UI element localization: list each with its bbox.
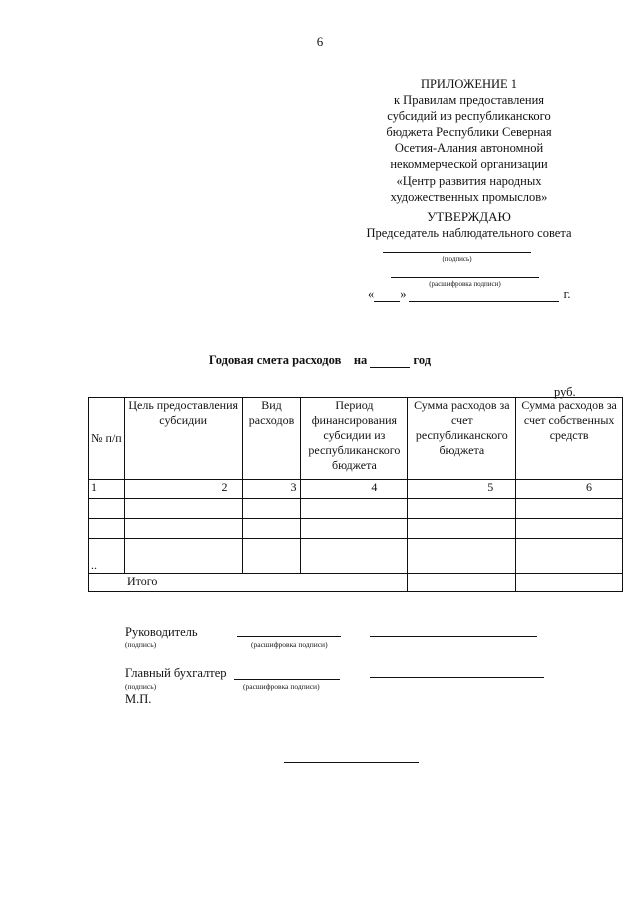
appendix-line: «Центр развития народных — [396, 173, 542, 188]
col-number: 1 — [89, 480, 125, 499]
appendix-line: субсидий из республиканского — [387, 109, 551, 124]
table-row[interactable] — [89, 539, 623, 574]
table-cell[interactable] — [408, 539, 516, 574]
table-cell[interactable] — [242, 519, 301, 539]
estimate-table — [88, 397, 623, 592]
approval-transcript-caption: (расшифровка подписи) — [429, 280, 501, 288]
appendix-line: художественных промыслов» — [390, 189, 548, 204]
approval-transcript-line[interactable] — [391, 277, 539, 278]
total-own-cell[interactable] — [516, 574, 623, 592]
approval-date — [368, 287, 570, 302]
title-suffix: год — [413, 353, 432, 367]
title-year-field[interactable] — [370, 355, 410, 368]
accountant-transcript-caption: (расшифровка подписи) — [243, 682, 320, 691]
table-cell[interactable] — [89, 499, 125, 519]
col-header-republic-budget: Сумма расходов за счет республиканского бюджета — [408, 398, 516, 480]
table-cell[interactable] — [516, 519, 623, 539]
col-header-number: № п/п — [89, 398, 125, 480]
title-text: Годовая смета расходов на — [208, 353, 368, 367]
date-day-field[interactable] — [374, 289, 400, 302]
currency-label: руб. — [554, 385, 576, 399]
total-label: Итого — [89, 574, 408, 592]
head-signature-line[interactable] — [237, 636, 341, 637]
approval-signature-line[interactable] — [383, 252, 531, 253]
table-cell[interactable] — [301, 499, 408, 519]
table-cell[interactable] — [516, 539, 623, 574]
table-cell[interactable] — [124, 519, 242, 539]
table-cell[interactable] — [408, 519, 516, 539]
appendix-line: к Правилам предоставления — [393, 93, 545, 108]
col-header-own-funds: Сумма расходов за счет собственных средств — [516, 398, 623, 480]
col-number: 4 — [301, 480, 408, 499]
total-row — [89, 574, 623, 592]
table-row[interactable] — [89, 499, 623, 519]
table-cell[interactable] — [124, 499, 242, 519]
col-number: 3 — [242, 480, 301, 499]
appendix-line: некоммерческой организации — [390, 157, 548, 172]
date-month-field[interactable] — [409, 289, 559, 302]
head-sign-caption: (подпись) — [125, 640, 157, 649]
table-cell[interactable] — [89, 519, 125, 539]
table-row — [89, 480, 623, 499]
date-close-quote: » — [400, 287, 407, 301]
table-cell[interactable] — [242, 539, 301, 574]
page-number: 6 — [316, 34, 324, 49]
table-cell[interactable] — [516, 499, 623, 519]
approval-signature-caption: (подпись) — [442, 255, 472, 263]
col-header-period: Период финансирования субсидии из республиканского бюджета — [301, 398, 408, 480]
approval-heading: УТВЕРЖДАЮ — [427, 209, 511, 224]
date-open-quote: « — [368, 287, 375, 301]
col-header-expense-type: Вид расходов — [242, 398, 301, 480]
stamp-label: М.П. — [125, 692, 152, 706]
table-cell[interactable] — [408, 499, 516, 519]
col-number: 6 — [516, 480, 623, 499]
table-header-row — [89, 398, 623, 480]
col-number: 2 — [124, 480, 242, 499]
table-cell[interactable] — [242, 499, 301, 519]
appendix-block — [350, 76, 588, 205]
col-header-purpose: Цель предоставления субсидии — [124, 398, 242, 480]
table-cell[interactable] — [301, 539, 408, 574]
document-title — [0, 353, 640, 368]
head-label: Руководитель — [125, 625, 198, 639]
appendix-line: ПРИЛОЖЕНИЕ 1 — [420, 77, 518, 91]
accountant-label: Главный бухгалтер — [125, 666, 227, 680]
ellipsis-cell: .. — [89, 539, 125, 574]
appendix-line: Осетия-Алания автономной — [394, 141, 544, 156]
total-republic-cell[interactable] — [408, 574, 516, 592]
appendix-line: бюджета Республики Северная — [386, 125, 552, 140]
date-year-suffix: г. — [563, 287, 571, 301]
accountant-transcript-line[interactable] — [370, 677, 544, 678]
col-number: 5 — [408, 480, 516, 499]
table-row[interactable] — [89, 519, 623, 539]
footer-line — [284, 762, 419, 763]
head-transcript-line[interactable] — [370, 636, 537, 637]
approval-position: Председатель наблюдательного совета — [366, 226, 572, 240]
head-transcript-caption: (расшифровка подписи) — [251, 640, 328, 649]
table-cell[interactable] — [301, 519, 408, 539]
table-cell[interactable] — [124, 539, 242, 574]
accountant-signature-line[interactable] — [234, 679, 340, 680]
accountant-sign-caption: (подпись) — [125, 682, 157, 691]
